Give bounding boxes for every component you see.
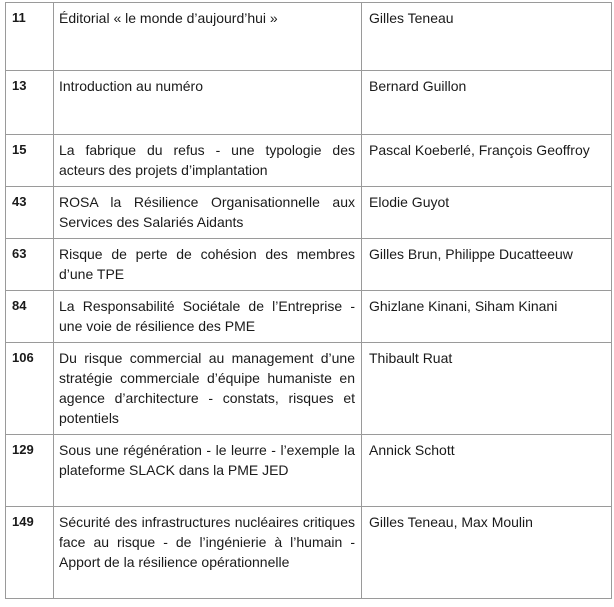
table-row [6, 187, 612, 239]
article-authors: Elodie Guyot [362, 187, 612, 239]
article-authors: Thibault Ruat [362, 343, 612, 435]
page-number: 106 [6, 343, 54, 435]
article-authors: Annick Schott [362, 435, 612, 507]
article-authors: Gilles Brun, Philippe Ducatteeuw [362, 239, 612, 291]
article-title: La fabrique du refus - une typologie des acteurs des projets d’implantation [54, 135, 362, 187]
article-title: Risque de perte de cohésion des membres d’une TPE [54, 239, 362, 291]
page-number: 84 [6, 291, 54, 343]
article-title: Sous une régénération - le leurre - l’exemple la plateforme SLACK dans la PME JED [54, 435, 362, 507]
page-number: 63 [6, 239, 54, 291]
table-row [6, 291, 612, 343]
article-title: Introduction au numéro [54, 71, 362, 135]
article-authors: Bernard Guillon [362, 71, 612, 135]
page-number: 149 [6, 507, 54, 599]
article-authors: Ghizlane Kinani, Siham Kinani [362, 291, 612, 343]
article-authors: Pascal Koeberlé, François Geoffroy [362, 135, 612, 187]
page-number: 11 [6, 3, 54, 71]
table-row [6, 435, 612, 507]
page-number: 129 [6, 435, 54, 507]
page-number: 13 [6, 71, 54, 135]
page-number: 43 [6, 187, 54, 239]
table-row [6, 507, 612, 599]
article-title: ROSA la Résilience Organisationnelle aux Services des Salariés Aidants [54, 187, 362, 239]
article-title: Éditorial « le monde d’aujourd’hui » [54, 3, 362, 71]
table-of-contents [5, 2, 612, 599]
table-row [6, 135, 612, 187]
page-number: 15 [6, 135, 54, 187]
table-row [6, 71, 612, 135]
article-authors: Gilles Teneau [362, 3, 612, 71]
article-title: Sécurité des infrastructures nucléaires critiques face au risque - de l’ingénierie à l’humain - Apport de la résilience opérationnelle [54, 507, 362, 599]
article-title: La Responsabilité Sociétale de l’Entreprise - une voie de résilience des PME [54, 291, 362, 343]
table-row [6, 343, 612, 435]
table-row [6, 239, 612, 291]
article-title: Du risque commercial au management d’une stratégie commerciale d’équipe humaniste en agence d’architecture - constats, risques et potentiels [54, 343, 362, 435]
article-authors: Gilles Teneau, Max Moulin [362, 507, 612, 599]
table-row [6, 3, 612, 71]
